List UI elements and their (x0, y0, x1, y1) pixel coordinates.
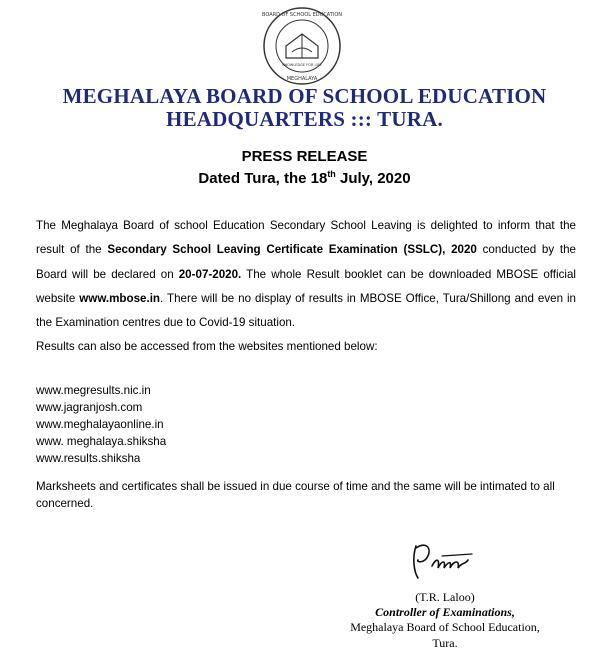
handwritten-signature-icon (402, 538, 482, 582)
result-date: 20-07-2020. (178, 267, 242, 281)
signatory-place: Tura. (432, 636, 458, 650)
press-release-date: Dated Tura, the 18th July, 2020 (198, 169, 411, 187)
exam-name: Secondary School Leaving Certificate Examination (SSLC), 2020 (107, 243, 477, 257)
website-link[interactable]: www.meghalayaonline.in (36, 418, 164, 431)
result-websites-list (36, 382, 166, 467)
official-website: www.mbose.in (79, 291, 161, 305)
marksheets-paragraph: Marksheets and certificates shall be issued in due course of time and the same will be intimated to all concerned. (36, 480, 555, 510)
signatory-designation: Controller of Examinations, (375, 605, 515, 619)
signatory-name: (T.R. Laloo) (415, 590, 475, 604)
signatory-organization: Meghalaya Board of School Education, (350, 620, 540, 634)
website-link[interactable]: www. meghalaya.shiksha (36, 435, 167, 448)
website-link[interactable]: www.jagranjosh.com (36, 401, 143, 414)
organization-name: MEGHALAYA BOARD OF SCHOOL EDUCATION (62, 84, 547, 108)
website-link[interactable]: www.results.shiksha (36, 452, 141, 465)
website-link[interactable]: www.megresults.nic.in (36, 384, 151, 397)
announcement-paragraph: The Meghalaya Board of school Education Secondary School Leaving is delighted to inform that the result of the Secondary School Leaving Certificate Examination (SSLC), 2020 conducted by the Board will be declared on 20-07-2020. The whole Result booklet can be downloaded MBOSE official website www.mbose.in. There will be no display of results in MBOSE Office, Tura/Shillong and even in the Examination centres due to Covid-19 situation. (36, 219, 577, 330)
organization-headquarters: HEADQUARTERS ::: TURA. (166, 107, 443, 131)
press-release-title: PRESS RELEASE (241, 148, 368, 165)
svg-text:KNOWLEDGE FOR LIFE: KNOWLEDGE FOR LIFE (282, 63, 322, 67)
mbose-seal-icon (262, 6, 342, 86)
svg-text:MEGHALAYA: MEGHALAYA (286, 76, 318, 82)
links-intro-text: Results can also be accessed from the websites mentioned below: (36, 340, 378, 353)
svg-text:BOARD OF SCHOOL EDUCATION: BOARD OF SCHOOL EDUCATION (262, 12, 342, 18)
